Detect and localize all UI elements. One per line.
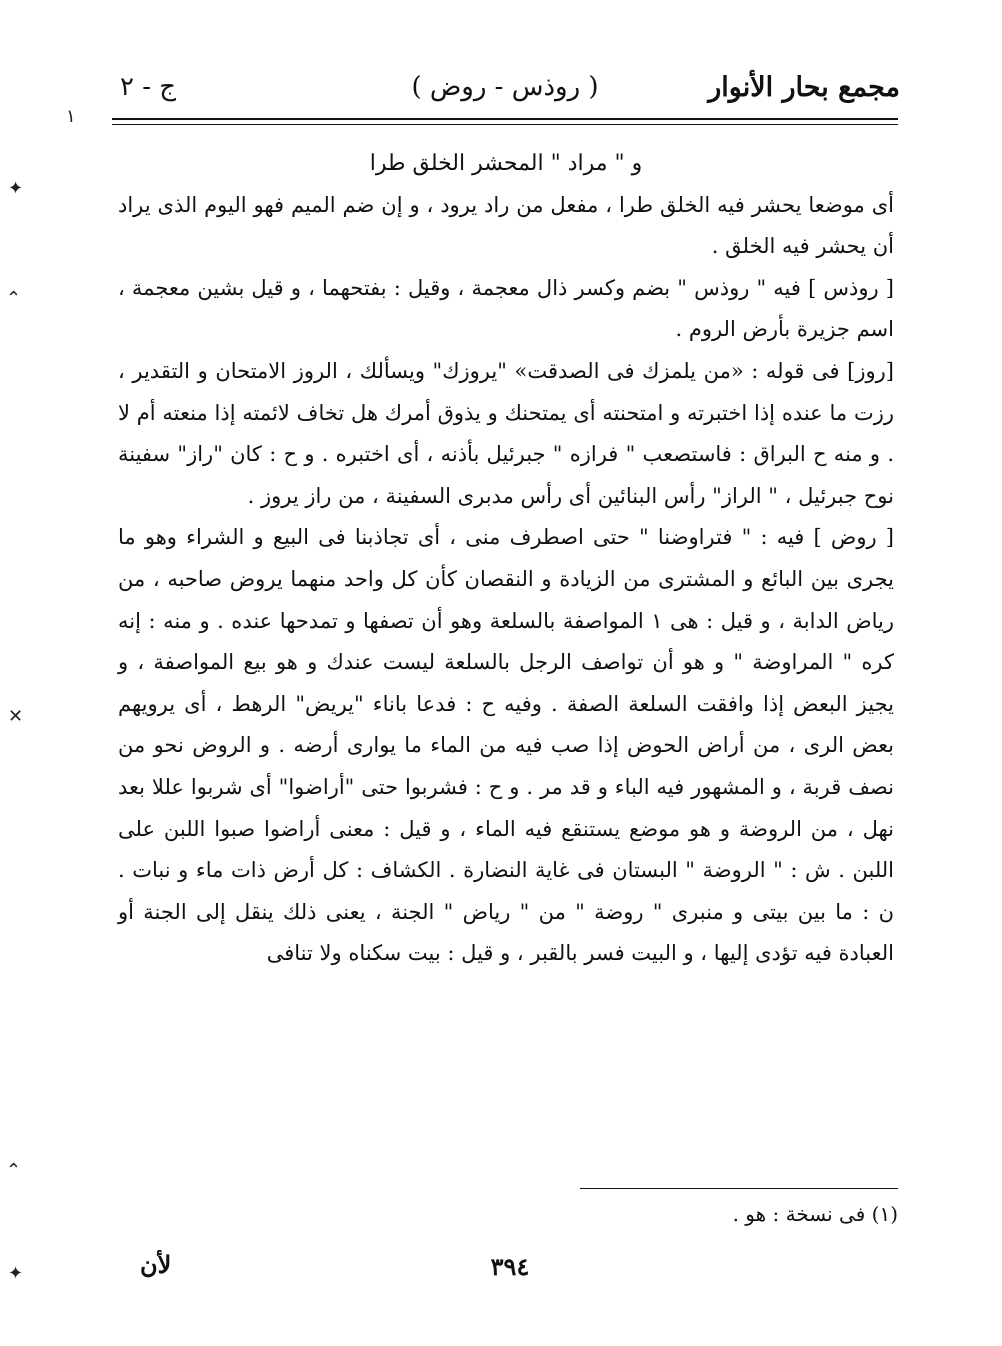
page-number: ٣٩٤ [490, 1252, 530, 1281]
paragraph-entry-rodhos: [ روذس ] فيه " روذس " بضم وكسر ذال معجمة ، وقيل : بفتحهما ، و قيل بشين معجمة ، اسم جزيرة بأرض الروم . [118, 275, 894, 342]
book-title: مجمع بحار الأنوار [708, 72, 900, 103]
paragraph-entry-rawz: [روز] فى قوله : «من يلمزك فى الصدقت» "يروزك" ويسألك ، الروز الامتحان و التقدير ، رزت ما عنده إذا اختبرته و امتحنته أى يمتحنك و يذوق أمرك هل تخاف لائمته إذا منعته أم لا . و منه ح البراق : فاستصعب " فرازه " جبرئيل بأذنه ، أى اختبره . و ح : كان "راز" سفينة نوح جبرئيل ، " الراز" رأس البنائين أى رأس مدبرى السفينة ، من راز يروز . [118, 358, 894, 508]
entries-range: ( روذس - روض ) [411, 72, 599, 102]
margin-cross-icon: ✦ [8, 1263, 24, 1284]
footnote-rule [580, 1188, 898, 1189]
margin-tick-icon: ⌃ [6, 288, 22, 309]
paragraph-entry-rawd: [ روض ] فيه : " فتراوضنا " حتى اصطرف منى ، أى تجاذبنا فى البيع و الشراء وهو ما يجرى بين البائع و المشترى من الزيادة و النقصان كأن كل واحد منهما يروض صاحبه ، من رياض الدابة ، و قيل : هى ١ المواصفة بالسلعة وهو أن تصفها و تمدحها عنده . و منه : إنه كره " المراوضة " و هو أن تواصف الرجل بالسلعة ليست عندك و هو بيع المواصفة ، و يجيز البعض إذا وافقت السلعة الصفة . وفيه ح : فدعا باناء "يريض" الرهط ، أى يرويهم بعض الرى ، من أراض الحوض إذا صب فيه من الماء ما يوارى أرضه . و الروض نحو من نصف قربة ، و المشهور فيه الباء و قد مر . و ح : فشربوا حتى "أراضوا" أى شربوا عللا بعد نهل ، من الروضة و هو موضع يستنقع فيه الماء ، و قيل : معنى أراضوا صبوا اللبن على اللبن . ش : " الروضة " البستان فى غاية النضارة . الكشاف : كل أرض ذات ماء و نبات . ن : ما بين بيتى و منبرى " روضة " من " رياض " الجنة ، يعنى ذلك ينقل إلى الجنة أو العبادة فيه تؤدى إليها ، و البيت فسر بالقبر ، و قيل : بيت سكناه ولا تنافى [118, 525, 894, 966]
paragraph: أى موضعا يحشر فيه الخلق طرا ، مفعل من راد يرود ، و إن ضم الميم فهو اليوم الذى يراد أن يحشر فيه الخلق . [118, 192, 894, 259]
margin-x-icon: ✕ [8, 706, 24, 727]
volume-number: ج - ٢ [120, 72, 177, 102]
catchword: لأن [140, 1250, 172, 1279]
margin-cross-icon: ✦ [8, 178, 24, 199]
running-header [110, 72, 900, 112]
footnote: (١) فى نسخة : هو . [732, 1202, 898, 1226]
paragraph-heading: و " مراد " المحشر الخلق طرا [369, 151, 643, 176]
header-rule [112, 118, 898, 125]
margin-mark: ١ [66, 106, 76, 127]
page-body [118, 143, 894, 975]
margin-tick-icon: ⌃ [6, 1160, 22, 1181]
